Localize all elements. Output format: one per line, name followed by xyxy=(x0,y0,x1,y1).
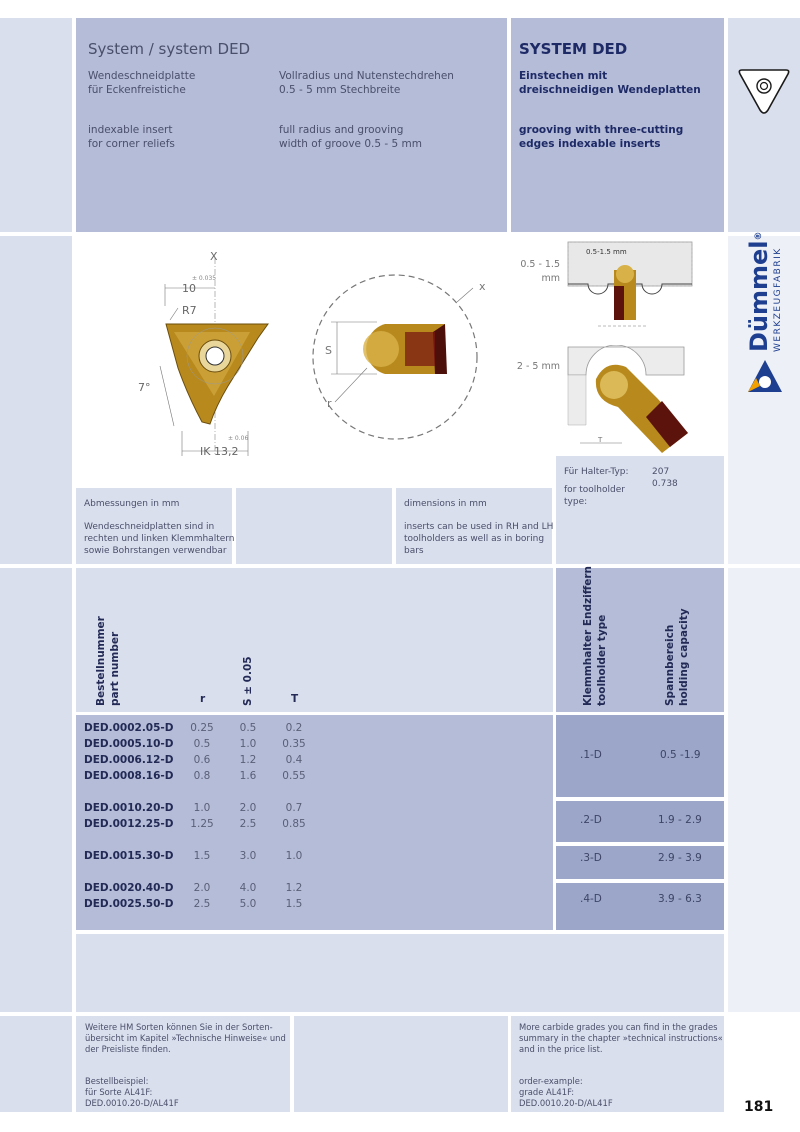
svg-text:R7: R7 xyxy=(182,304,197,317)
left-margin-drawing xyxy=(0,236,72,564)
header-col3-en: grooving with three-cutting edges indexable inserts xyxy=(519,124,684,150)
range-small-label: 0.5 - 1.5 mm xyxy=(520,259,560,284)
header-col3-de: Einstechen mit dreischneidigen Wendeplatten xyxy=(519,70,701,96)
group-1-capacity: 0.5 -1.9 xyxy=(660,749,701,761)
notes-use-en: inserts can be used in RH and LH toolholders as well as in boring bars xyxy=(404,522,554,556)
head-s: S ± 0.05 xyxy=(242,656,254,706)
range-large-label: 2 - 5 mm xyxy=(516,361,560,372)
svg-text:0.5-1.5 mm: 0.5-1.5 mm xyxy=(586,248,627,256)
notes-panel-empty-1 xyxy=(236,488,392,564)
footer-example-en: order-example: grade AL41F: DED.0010.20-D/AL41F xyxy=(519,1076,613,1108)
group-1-holder: .1-D xyxy=(580,749,602,761)
insert-detail-drawing xyxy=(295,262,495,452)
svg-text:r: r xyxy=(327,397,332,410)
svg-text:IK 13,2: IK 13,2 xyxy=(200,445,239,458)
right-margin-table xyxy=(728,568,800,1012)
notes-dim-de: Abmessungen in mm xyxy=(84,499,180,509)
holder-type-label: Für Halter-Typ: for toolholder type: xyxy=(564,467,629,507)
footer-more-en: More carbide grades you can find in the grades summary in the chapter »technical instructions« and in the price list. xyxy=(519,1022,723,1054)
footer-panel-empty xyxy=(294,1016,508,1112)
header-col1-en: indexable insert for corner reliefs xyxy=(88,124,175,150)
header-left-title: System / system DED xyxy=(88,40,251,58)
footer-more-de: Weitere HM Sorten können Sie in der Sorten- übersicht im Kapitel »Technische Hinweise« und der Preisliste finden. xyxy=(85,1022,286,1054)
groove-small-figure xyxy=(566,240,696,332)
group-4-cell xyxy=(556,883,724,930)
triangle-insert-icon xyxy=(734,62,794,122)
group-3-capacity: 2.9 - 3.9 xyxy=(658,852,702,864)
head-capacity: Spannbereich holding capacity xyxy=(664,608,690,706)
brand-logo-icon xyxy=(746,358,784,396)
left-margin-top xyxy=(0,18,72,232)
header-col2-de: Vollradius und Nutenstechdrehen 0.5 - 5 mm Stechbreite xyxy=(279,70,454,96)
group-3-holder: .3-D xyxy=(580,852,602,864)
brand-subtitle: WERKZEUGFABRIK xyxy=(773,247,783,352)
table-spacer xyxy=(76,934,724,1012)
svg-text:± 0.06: ± 0.06 xyxy=(228,435,249,442)
svg-text:S: S xyxy=(325,344,332,357)
header-col2-en: full radius and grooving width of groove 0.5 - 5 mm xyxy=(279,124,422,150)
group-4-capacity: 3.9 - 6.3 xyxy=(658,893,702,905)
svg-text:10: 10 xyxy=(182,282,196,295)
insert-dimension-drawing xyxy=(130,246,280,466)
footer-example-de: Bestellbeispiel: für Sorte AL41F: DED.0010.20-D/AL41F xyxy=(85,1076,179,1108)
svg-text:X: X xyxy=(210,250,218,263)
group-2-capacity: 1.9 - 2.9 xyxy=(658,814,702,826)
svg-text:T: T xyxy=(598,436,603,444)
group-2-holder: .2-D xyxy=(580,814,602,826)
brand-name: Dümmel® xyxy=(745,231,773,352)
group-4-holder: .4-D xyxy=(580,893,602,905)
icon-panel xyxy=(728,18,800,232)
svg-text:7°: 7° xyxy=(138,381,151,394)
table-head-left xyxy=(76,568,553,712)
holder-type-values: 207 0.738 xyxy=(652,467,678,489)
notes-use-de: Wendeschneidplatten sind in rechten und linken Klemmhaltern sowie Bohrstangen verwendbar xyxy=(84,522,235,556)
head-t: T xyxy=(291,693,299,705)
header-right-title: SYSTEM DED xyxy=(519,40,628,58)
svg-text:x: x xyxy=(479,280,486,293)
page-number: 181 xyxy=(744,1099,774,1115)
groove-large-figure xyxy=(566,345,696,455)
head-part-number: Bestellnummer part number xyxy=(95,616,121,706)
header-col1-de: Wendeschneidplatte für Eckenfreistiche xyxy=(88,70,196,96)
head-holder-type: Klemmhalter Endziffern toolholder type xyxy=(582,565,608,706)
svg-text:± 0.035: ± 0.035 xyxy=(192,275,217,282)
notes-dim-en: dimensions in mm xyxy=(404,499,487,509)
left-margin-footer xyxy=(0,1016,72,1112)
head-r: r xyxy=(200,693,206,705)
left-margin-table xyxy=(0,568,72,1012)
